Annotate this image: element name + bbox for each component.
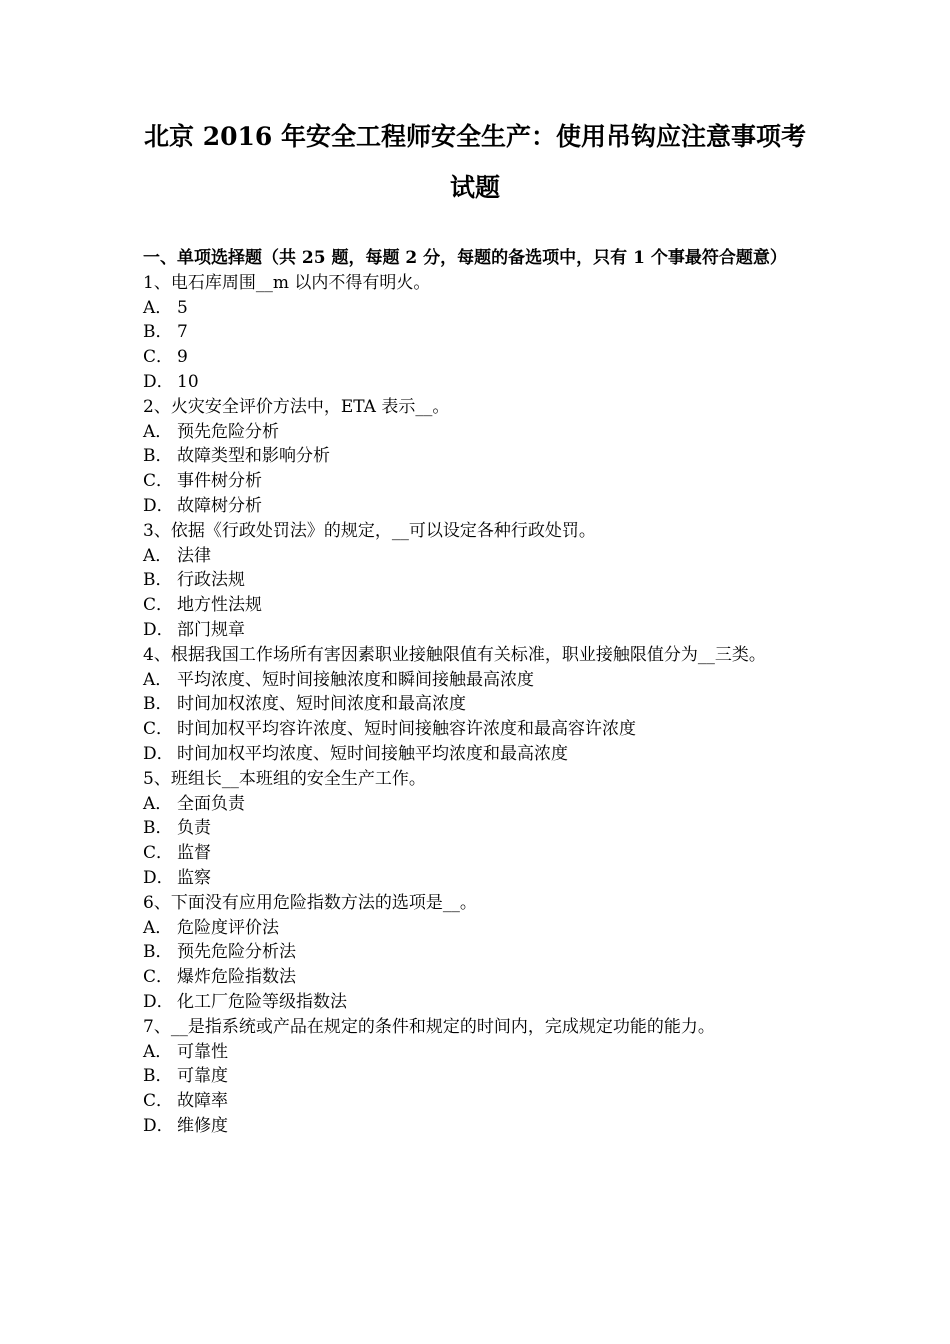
answer-option: [143, 692, 815, 717]
option-text: 负责: [177, 818, 211, 839]
answer-option: [143, 668, 815, 693]
answer-option: [143, 841, 815, 866]
question-stem: 6、下面没有应用危险指数方法的选项是__。: [143, 892, 477, 913]
section-heading: 一、单项选择题（共 25 题，每题 2 分，每题的备选项中，只有 1 个事最符合题意）: [143, 248, 787, 268]
option-letter: D．: [143, 1115, 174, 1136]
option-text: 预先危险分析法: [177, 942, 296, 963]
question-stem: 7、__是指系统或产品在规定的条件和规定的时间内，完成规定功能的能力。: [143, 1016, 715, 1037]
answer-option: [143, 444, 815, 469]
option-text: 故障率: [177, 1091, 228, 1112]
option-letter: C．: [143, 1091, 174, 1112]
answer-option: [143, 940, 815, 965]
option-letter: B．: [143, 818, 173, 839]
answer-option: [143, 320, 815, 345]
question-block: [143, 891, 815, 1015]
answer-option: [143, 1064, 815, 1089]
option-text: 7: [177, 322, 188, 343]
option-letter: B．: [143, 322, 173, 343]
answer-option: [143, 717, 815, 742]
question-stem: 3、依据《行政处罚法》的规定，__可以设定各种行政处罚。: [143, 520, 596, 541]
option-text: 行政法规: [177, 570, 245, 591]
option-letter: A．: [143, 421, 173, 442]
option-letter: A．: [143, 917, 173, 938]
option-letter: C．: [143, 595, 174, 616]
question-block: [143, 519, 815, 643]
question-stem: 1、电石库周围__m 以内不得有明火。: [143, 272, 431, 293]
option-letter: A．: [143, 669, 173, 690]
option-text: 地方性法规: [177, 595, 262, 616]
option-letter: B．: [143, 942, 173, 963]
document-title-line-2: 试题: [449, 173, 500, 202]
option-text: 5: [177, 297, 188, 318]
document-title-line-1: 北京 2016 年安全工程师安全生产：使用吊钩应注意事项考: [144, 122, 806, 151]
answer-option: [143, 544, 815, 569]
option-text: 可靠度: [177, 1066, 228, 1087]
option-letter: D．: [143, 495, 174, 516]
answer-option: [143, 593, 815, 618]
option-text: 维修度: [177, 1115, 228, 1136]
answer-option: [143, 1114, 815, 1139]
answer-option: [143, 494, 815, 519]
option-letter: A．: [143, 1041, 173, 1062]
answer-option: [143, 816, 815, 841]
answer-option: [143, 1040, 815, 1065]
option-text: 时间加权平均容许浓度、短时间接触容许浓度和最高容许浓度: [177, 719, 636, 740]
answer-option: [143, 866, 815, 891]
answer-option: [143, 296, 815, 321]
option-text: 法律: [177, 545, 211, 566]
option-text: 故障树分析: [177, 495, 262, 516]
option-letter: D．: [143, 619, 174, 640]
option-letter: C．: [143, 471, 174, 492]
option-text: 故障类型和影响分析: [177, 446, 330, 467]
answer-option: [143, 965, 815, 990]
option-text: 全面负责: [177, 793, 245, 814]
option-text: 危险度评价法: [177, 917, 279, 938]
answer-option: [143, 792, 815, 817]
option-text: 10: [177, 371, 199, 392]
option-text: 平均浓度、短时间接触浓度和瞬间接触最高浓度: [177, 669, 534, 690]
option-letter: A．: [143, 793, 173, 814]
question-block: [143, 271, 815, 395]
question-stem: 5、班组长__本班组的安全生产工作。: [143, 768, 426, 789]
option-text: 爆炸危险指数法: [177, 967, 296, 988]
option-text: 预先危险分析: [177, 421, 279, 442]
option-letter: C．: [143, 347, 174, 368]
option-letter: B．: [143, 1066, 173, 1087]
option-letter: C．: [143, 967, 174, 988]
option-letter: B．: [143, 694, 173, 715]
option-letter: A．: [143, 297, 173, 318]
option-letter: D．: [143, 991, 174, 1012]
answer-option: [143, 420, 815, 445]
answer-option: [143, 742, 815, 767]
option-text: 可靠性: [177, 1041, 228, 1062]
option-letter: D．: [143, 743, 174, 764]
option-text: 化工厂危险等级指数法: [177, 991, 347, 1012]
option-letter: B．: [143, 446, 173, 467]
question-stem: 4、根据我国工作场所有害因素职业接触限值有关标准，职业接触限值分为__三类。: [143, 644, 766, 665]
question-block: [143, 1015, 815, 1139]
option-text: 部门规章: [177, 619, 245, 640]
option-text: 9: [177, 347, 188, 368]
answer-option: [143, 990, 815, 1015]
question-block: [143, 643, 815, 767]
question-stem: 2、火灾安全评价方法中，ETA 表示__。: [143, 396, 450, 417]
answer-option: [143, 916, 815, 941]
option-letter: D．: [143, 867, 174, 888]
option-text: 事件树分析: [177, 471, 262, 492]
option-text: 时间加权平均浓度、短时间接触平均浓度和最高浓度: [177, 743, 568, 764]
document-content: [143, 246, 815, 1139]
option-letter: C．: [143, 719, 174, 740]
answer-option: [143, 469, 815, 494]
question-block: [143, 767, 815, 891]
answer-option: [143, 1089, 815, 1114]
option-text: 监察: [177, 867, 211, 888]
option-letter: C．: [143, 843, 174, 864]
answer-option: [143, 618, 815, 643]
option-letter: A．: [143, 545, 173, 566]
option-text: 时间加权浓度、短时间浓度和最高浓度: [177, 694, 466, 715]
question-block: [143, 395, 815, 519]
option-letter: B．: [143, 570, 173, 591]
answer-option: [143, 370, 815, 395]
answer-option: [143, 345, 815, 370]
option-letter: D．: [143, 371, 174, 392]
answer-option: [143, 568, 815, 593]
question-list: [143, 271, 815, 1139]
option-text: 监督: [177, 843, 211, 864]
